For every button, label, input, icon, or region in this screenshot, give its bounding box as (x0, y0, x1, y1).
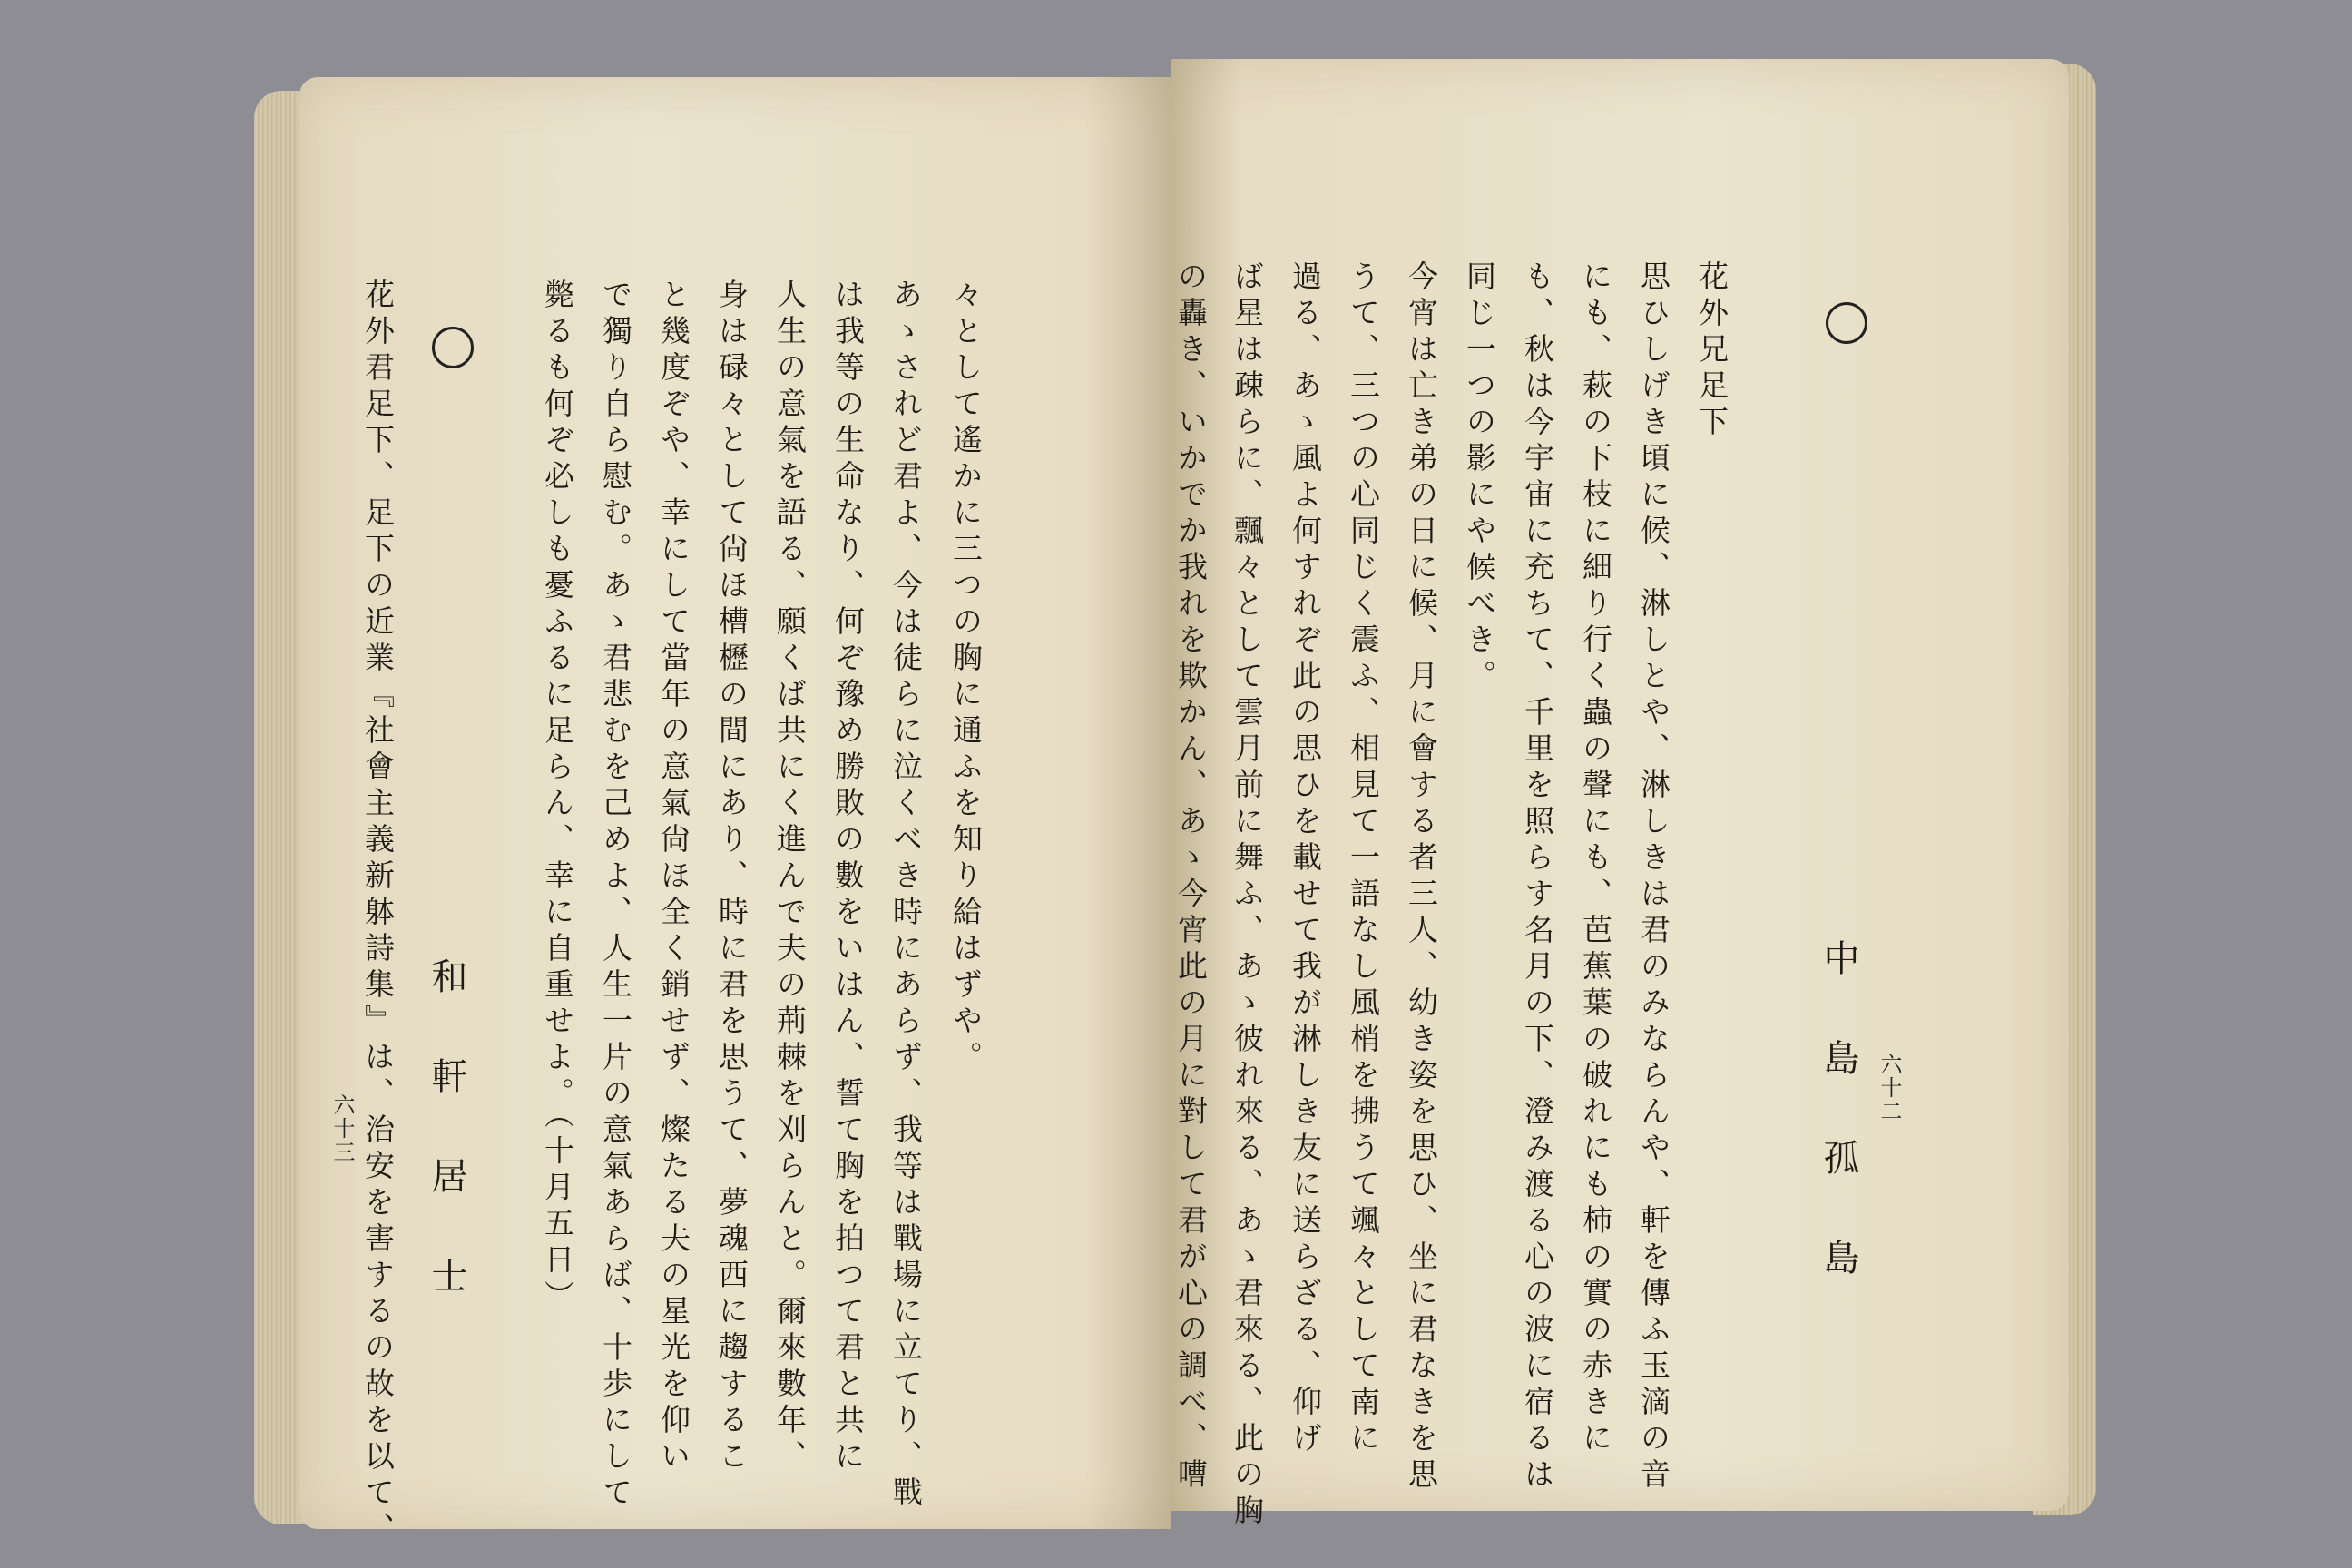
left-line-8: 斃るも何ぞ必しも憂ふるに足らん、幸に自重せよ。（十月五日） (540, 279, 575, 1317)
right-line-2: にも、萩の下枝に細り行く蟲の聲にも、芭蕉葉の破れにも柿の實の赤きに (1578, 260, 1613, 1458)
left-page (299, 77, 1171, 1549)
section-circle-mark (432, 327, 474, 368)
left-line-9: 花外君足下、足下の近業『社會主義新躰詩集』は、治安を害するの故を以て、 (360, 279, 396, 1549)
right-page (1171, 59, 2069, 1531)
left-line-3: は我等の生命なり、何ぞ豫め勝敗の數をいはん、誓て胸を拍つて君と共に (830, 279, 866, 1476)
open-book (254, 54, 2069, 1549)
left-line-5: 身は碌々として尙ほ槽櫪の間にあり、時に君を思うて、夢魂西に趨するこ (714, 279, 750, 1476)
right-line-8: ば星は疎らに、飄々として雲月前に舞ふ、あゝ彼れ來る、あゝ君來る、此の胸 (1230, 260, 1265, 1531)
salutation: 花外兄足下 (1694, 260, 1730, 442)
left-page-number: 六十三 (329, 1093, 355, 1164)
right-line-7: 過る、あゝ風よ何すれぞ此の思ひを載せて我が淋しき友に送らざる、仰げ (1288, 260, 1323, 1458)
right-line-9: の轟き、いかでか我れを欺かん、あゝ今宵此の月に對して君が心の調べ、嘈 (1173, 260, 1209, 1494)
left-line-7: で獨り自ら慰む。あゝ君悲むを己めよ、人生一片の意氣あらば、十歩にして (598, 279, 633, 1513)
right-line-4: 同じ一つの影にや候べき。 (1462, 260, 1497, 696)
left-line-1: 々として遙かに三つの胸に通ふを知り給はずや。 (948, 279, 984, 1077)
section-circle-mark (1826, 302, 1867, 344)
right-line-3: も、秋は今宇宙に充ちて、千里を照らす名月の下、澄み渡る心の波に宿るは (1520, 260, 1555, 1494)
right-line-1: 思ひしげき頃に候、淋しとや、淋しきは君のみならんや、軒を傳ふ玉滴の音 (1636, 260, 1671, 1494)
right-line-6: うて、三つの心同じく震ふ、相見て一語なし風梢を拂うて颯々として南に (1346, 260, 1381, 1458)
right-line-5: 今宵は亡き弟の日に候、月に會する者三人、幼き姿を思ひ、坐に君なきを思 (1404, 260, 1439, 1494)
article-author: 中島孤島 (1818, 939, 1859, 1338)
left-line-4: 人生の意氣を語る、願くば共にく進んで夫の荊棘を刈らんと。爾來數年、 (772, 279, 808, 1476)
left-line-2: あゝされど君よ、今は徒らに泣くべき時にあらず、我等は戰場に立てり、戰 (888, 279, 924, 1513)
right-page-number: 六十二 (1877, 1053, 1902, 1123)
signature: 和軒居士 (426, 957, 467, 1357)
left-line-6: と幾度ぞや、幸にして當年の意氣尙ほ全く銷せず、燦たる夫の星光を仰い (656, 279, 691, 1476)
